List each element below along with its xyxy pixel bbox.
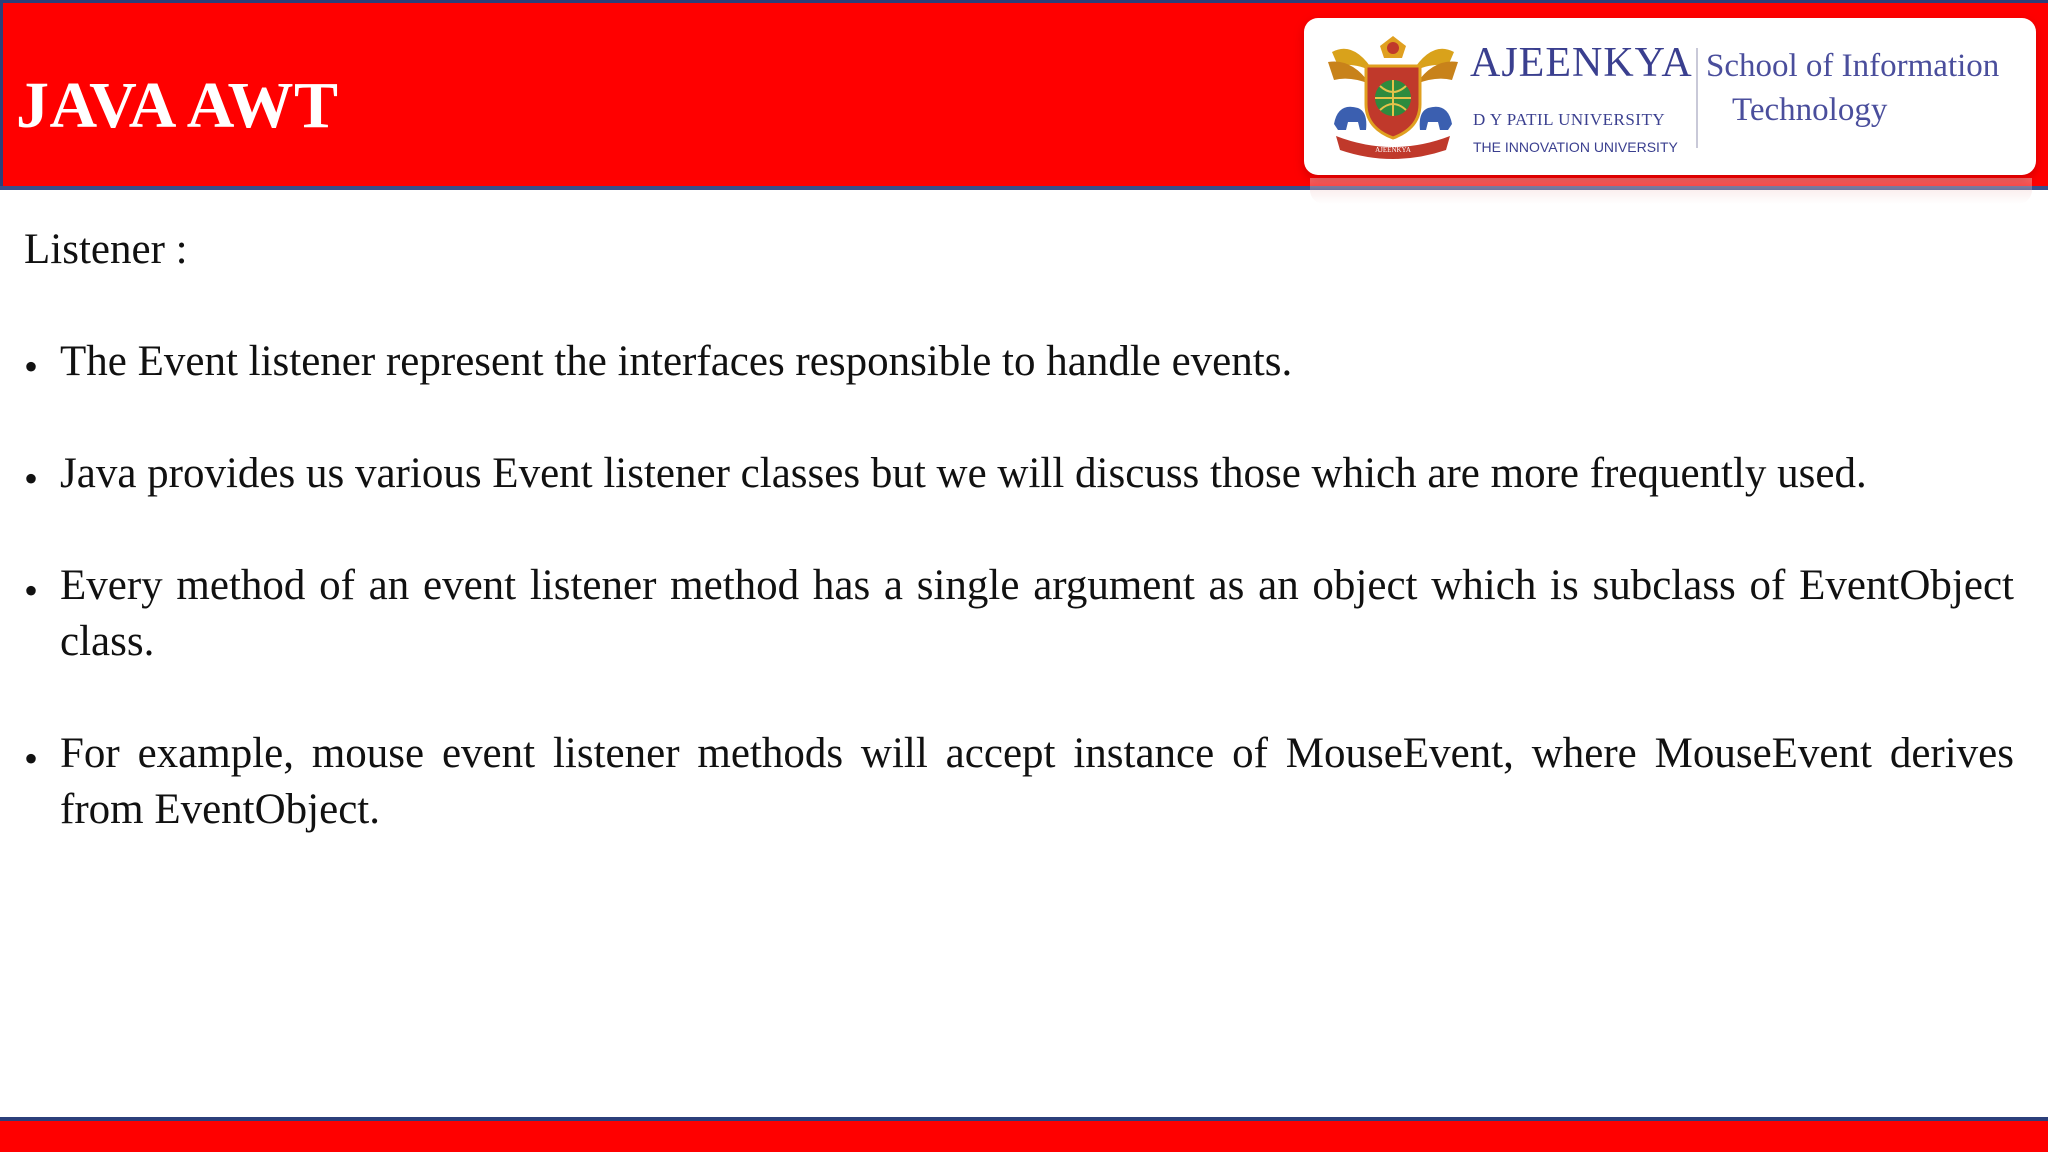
bullet-icon: •: [24, 344, 39, 389]
logo-divider: [1696, 48, 1698, 148]
bullet-list: [24, 334, 2014, 838]
university-subtitle: D Y PATIL UNIVERSITY: [1473, 110, 1666, 129]
university-emblem-icon: [1324, 32, 1462, 162]
school-name-line-1: School of Information: [1706, 48, 2000, 84]
university-logo-card: [1304, 18, 2036, 175]
footer-band: [0, 1117, 2048, 1152]
logo-reflection: [1310, 178, 2032, 204]
university-wordmark: [1470, 40, 1693, 160]
university-tagline: THE INNOVATION UNIVERSITY: [1473, 139, 1678, 155]
section-heading: Listener :: [24, 226, 188, 273]
bullet-text: Java provides us various Event listener classes but we will discuss those which are more frequently used.: [60, 450, 1867, 497]
bullet-text: For example, mouse event listener methods will accept instance of MouseEvent, where MouseEvent derives from EventObject.: [60, 730, 2014, 833]
school-name-line-2: Technology: [1732, 92, 1888, 128]
university-name: AJEENKYA: [1470, 40, 1693, 86]
slide-title: JAVA AWT: [16, 69, 339, 142]
bullet-text: The Event listener represent the interfaces responsible to handle events.: [60, 338, 1293, 385]
bullet-item: [24, 334, 2014, 390]
bullet-icon: •: [24, 736, 39, 781]
emblem-ribbon-text: AJEENKYA: [1375, 146, 1411, 154]
slide-content: [24, 222, 2014, 894]
bullet-icon: •: [24, 568, 39, 613]
bullet-item: [24, 558, 2014, 670]
bullet-icon: •: [24, 456, 39, 501]
bullet-item: [24, 446, 2014, 502]
bullet-text: Every method of an event listener method has a single argument as an object which is subclass of EventObject class.: [60, 562, 2014, 665]
bullet-item: [24, 726, 2014, 838]
